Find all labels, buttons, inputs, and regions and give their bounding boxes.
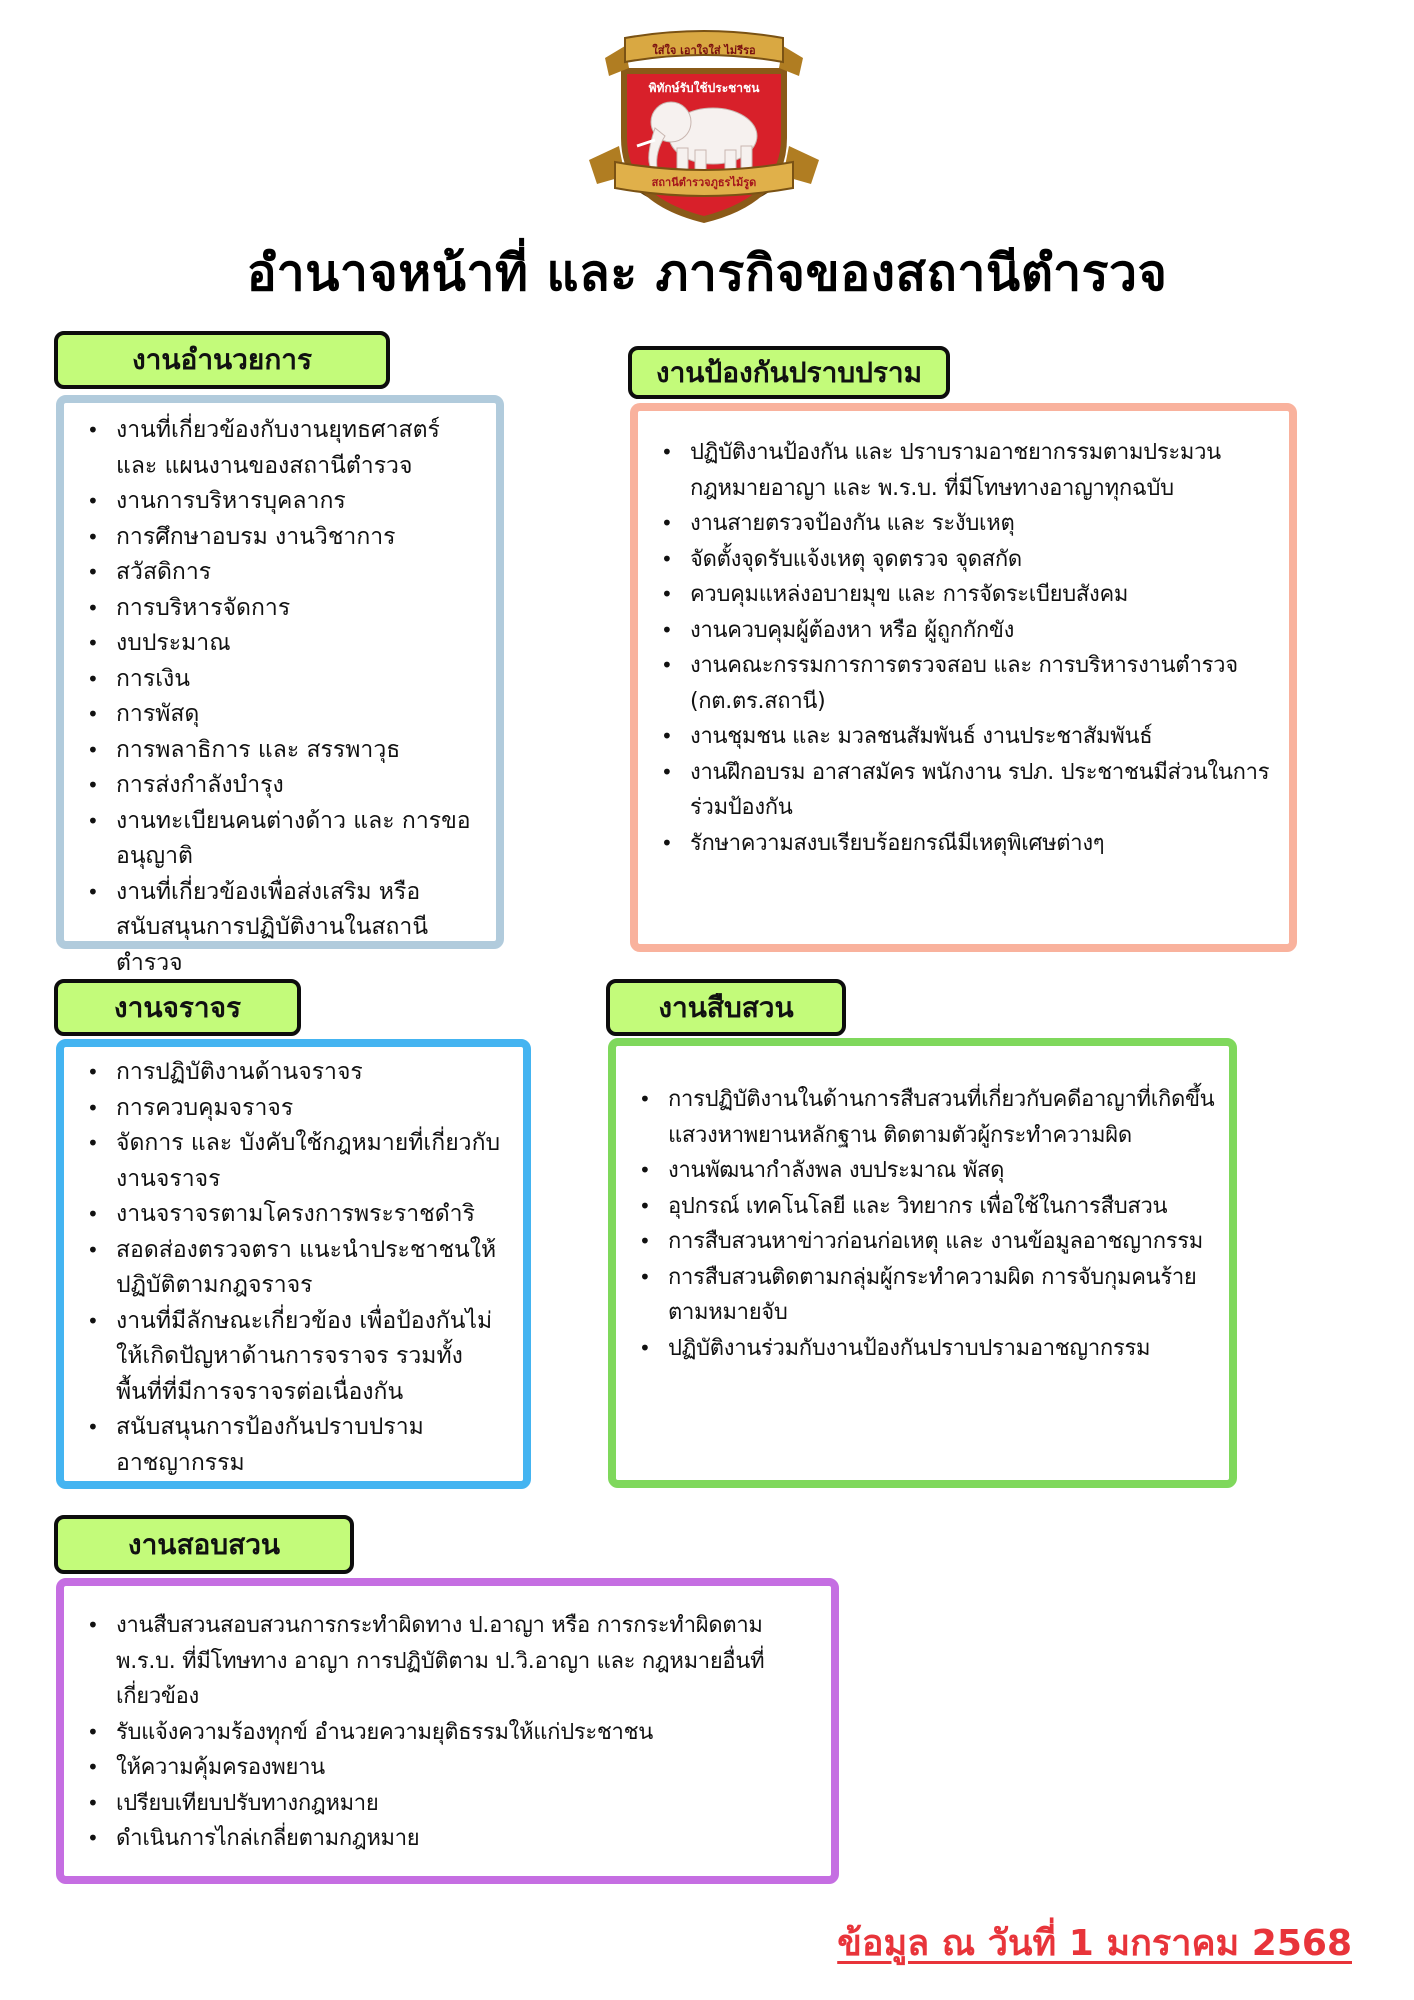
duty-text: การสืบสวนติดตามกลุ่มผู้กระทำความผิด การจับกุมคนร้ายตามหมายจับ — [668, 1264, 1197, 1325]
duty-list-item — [82, 1304, 515, 1411]
duty-list-item — [634, 1260, 1221, 1331]
duty-list-item — [656, 613, 1279, 649]
bullet-icon: • — [661, 617, 673, 642]
duty-list-item — [634, 1189, 1221, 1225]
bullet-icon: • — [87, 560, 99, 584]
duty-text: สวัสดิการ — [116, 559, 212, 585]
duty-text: งานฝึกอบรม อาสาสมัคร พนักงาน รปภ. ประชาชนมีส่วนในการร่วมป้องกัน — [690, 759, 1270, 820]
bullet-icon: • — [87, 1790, 99, 1815]
duty-text: การพลาธิการ และ สรรพาวุธ — [116, 736, 401, 763]
duty-text: งานควบคุมผู้ต้องหา หรือ ผู้ถูกกักขัง — [690, 617, 1015, 643]
duty-list-item — [82, 1197, 515, 1233]
duty-text: จัดการ และ บังคับใช้กฎหมายที่เกี่ยวกับงานจราจร — [116, 1130, 501, 1192]
bullet-icon: • — [87, 1131, 99, 1155]
duty-list-item — [82, 413, 486, 484]
duty-list-item — [656, 435, 1279, 506]
duty-list-item — [634, 1082, 1221, 1153]
bullet-icon: • — [661, 830, 673, 855]
duty-text: การปฏิบัติงานด้านจราจร — [116, 1059, 363, 1085]
duty-text: งานการบริหารบุคลากร — [116, 488, 346, 514]
section-box-investigation — [608, 1038, 1237, 1488]
duty-text: การพัสดุ — [116, 701, 200, 727]
duty-text: งานที่มีลักษณะเกี่ยวข้อง เพื่อป้องกันไม่ให้เกิดปัญหาด้านการจราจร รวมทั้ง พื้นที่ที่มีการจราจรต่อเนื่องกัน — [116, 1307, 493, 1405]
duty-text: การบริหารจัดการ — [116, 594, 291, 621]
duty-text: งานทะเบียนคนต่างด้าว และ การขออนุญาติ — [116, 807, 471, 869]
bullet-icon: • — [87, 1755, 99, 1779]
bullet-icon: • — [87, 1095, 99, 1120]
shield-motto: พิทักษ์รับใช้ประชาชน — [648, 81, 760, 95]
duty-list-item — [82, 768, 486, 804]
duty-text: รักษาความสงบเรียบร้อยกรณีมีเหตุพิเศษต่างๆ — [690, 830, 1105, 856]
bullet-icon: • — [87, 773, 99, 797]
bullet-icon: • — [87, 524, 99, 549]
duty-list-item — [82, 591, 486, 627]
duty-text: การควบคุมจราจร — [116, 1094, 294, 1121]
duty-list-item — [82, 1715, 823, 1751]
duty-text: ให้ความคุ้มครองพยาน — [116, 1755, 325, 1780]
duty-list-item — [82, 733, 486, 769]
duty-list — [82, 1608, 823, 1857]
duty-list — [82, 413, 486, 981]
duty-text: งานที่เกี่ยวข้องเพื่อส่งเสริม หรือ สนับสนุนการปฏิบัติงานในสถานีตำรวจ — [116, 878, 429, 976]
duty-list-item — [82, 875, 486, 982]
duty-list — [634, 1082, 1221, 1366]
duty-list-item — [634, 1331, 1221, 1367]
duty-text: งานที่เกี่ยวข้องกับงานยุทธศาสตร์ และ แผนงานของสถานีตำรวจ — [116, 417, 440, 479]
section-label-traffic: งานจราจร — [54, 979, 301, 1036]
duty-text: ควบคุมแหล่งอบายมุข และ การจัดระเบียบสังคม — [690, 582, 1129, 607]
duty-list-item — [634, 1224, 1221, 1260]
duty-text: งานสายตรวจป้องกัน และ ระงับเหตุ — [690, 511, 1015, 536]
duty-text: การเงิน — [116, 665, 191, 692]
section-box-inquiry — [56, 1578, 839, 1884]
bullet-icon: • — [639, 1158, 651, 1182]
duty-text: การส่งกำลังบำรุง — [116, 772, 284, 798]
section-label-investigation: งานสืบสวน — [606, 979, 846, 1036]
page-title: อำนาจหน้าที่ และ ภารกิจของสถานีตำรวจ — [246, 244, 1168, 302]
bullet-icon: • — [639, 1264, 651, 1289]
bullet-icon: • — [87, 1826, 99, 1850]
bullet-icon: • — [87, 737, 99, 762]
duty-list-item — [656, 577, 1279, 613]
duty-list — [82, 1055, 515, 1481]
bullet-icon: • — [87, 702, 99, 726]
svg-text:ใส่ใจ เอาใจใส่ ไม่รีรอ: ใส่ใจ เอาใจใส่ ไม่รีรอ — [652, 44, 756, 57]
duty-list-item — [82, 1055, 515, 1091]
duty-list-item — [82, 1786, 823, 1822]
duty-list-item — [82, 697, 486, 733]
duty-list-item — [656, 648, 1279, 719]
bullet-icon: • — [87, 418, 99, 442]
bullet-icon: • — [639, 1335, 651, 1360]
bullet-icon: • — [87, 808, 99, 833]
duty-list-item — [82, 555, 486, 591]
bullet-icon: • — [87, 1308, 99, 1333]
duty-text: ปฏิบัติงานป้องกัน และ ปราบรามอาชยากรรมตามประมวน กฎหมายอาญา และ พ.ร.บ. ที่มีโทษทางอาญาทุกฉบับ — [690, 440, 1221, 501]
duty-list-item — [82, 1410, 515, 1481]
bullet-icon: • — [87, 1202, 99, 1226]
duty-list-item — [656, 755, 1279, 826]
bullet-icon: • — [87, 489, 99, 513]
duty-list-item — [82, 520, 486, 556]
duty-text: การศึกษาอบรม งานวิชาการ — [116, 523, 396, 550]
bullet-icon: • — [87, 1613, 99, 1637]
duty-list-item — [82, 1091, 515, 1127]
bullet-icon: • — [639, 1193, 651, 1218]
bullet-icon: • — [661, 759, 673, 784]
duty-list-item — [656, 506, 1279, 542]
bullet-icon: • — [87, 595, 99, 620]
bullet-icon: • — [87, 631, 99, 655]
duty-text: งานจราจรตามโครงการพระราชดำริ — [116, 1201, 475, 1227]
bullet-icon: • — [639, 1087, 651, 1111]
bullet-icon: • — [87, 1415, 99, 1439]
duty-list-item — [656, 542, 1279, 578]
duty-text: งานพัฒนากำลังพล งบประมาณ พัสดุ — [668, 1158, 1005, 1183]
duty-list-item — [82, 1821, 823, 1857]
section-label-crime-prevention: งานป้องกันปราบปราม — [628, 346, 950, 399]
section-label-administration: งานอำนวยการ — [54, 331, 390, 389]
duty-text: จัดตั้งจุดรับแจ้งเหตุ จุดตรวจ จุดสกัด — [690, 546, 1022, 572]
section-label-inquiry: งานสอบสวน — [54, 1515, 354, 1574]
bullet-icon: • — [639, 1229, 651, 1253]
duty-text: สนับสนุนการป้องกันปราบปราม อาชญากรรม — [116, 1414, 424, 1476]
duty-list-item — [656, 719, 1279, 755]
duty-text: ปฏิบัติงานร่วมกับงานป้องกันปราบปรามอาชญากรรม — [668, 1335, 1151, 1361]
duty-text: อุปกรณ์ เทคโนโลยี และ วิทยากร เพื่อใช้ในการสืบสวน — [668, 1193, 1168, 1219]
duty-list — [656, 435, 1279, 861]
bullet-icon: • — [661, 440, 673, 464]
bullet-icon: • — [661, 582, 673, 606]
duty-list-item — [82, 1750, 823, 1786]
duty-text: เปรียบเทียบปรับทางกฎหมาย — [116, 1790, 379, 1816]
duty-list-item — [82, 1126, 515, 1197]
duty-list-item — [82, 484, 486, 520]
duty-text: งานชุมชน และ มวลชนสัมพันธ์ งานประชาสัมพันธ์ — [690, 724, 1153, 749]
duty-list-item — [82, 1608, 823, 1715]
bullet-icon: • — [87, 666, 99, 691]
duty-text: รับแจ้งความร้องทุกข์ อำนวยความยุติธรรมให้แก่ประชาชน — [116, 1719, 653, 1745]
bullet-icon: • — [87, 879, 99, 904]
duty-text: สอดส่องตรวจตรา แนะนำประชาชนให้ปฏิบัติตามกฎจราจร — [116, 1236, 497, 1298]
section-box-administration — [56, 395, 504, 976]
duty-list-item — [82, 1233, 515, 1304]
duty-list-item — [82, 804, 486, 875]
data-as-of-date: ข้อมูล ณ วันที่ 1 มกราคม 2568 — [837, 1923, 1352, 1964]
section-box-crime-prevention — [630, 403, 1297, 952]
duty-text: งบประมาณ — [116, 630, 231, 656]
bullet-icon: • — [87, 1237, 99, 1262]
duty-list-item — [656, 826, 1279, 862]
duty-list-item — [82, 662, 486, 698]
duty-text: ดำเนินการไกล่เกลี่ยตามกฎหมาย — [116, 1826, 420, 1851]
duty-text: การสืบสวนหาข่าวก่อนก่อเหตุ และ งานข้อมูลอาชญากรรม — [668, 1229, 1204, 1254]
police-station-emblem — [585, 28, 823, 233]
bullet-icon: • — [87, 1060, 99, 1084]
bullet-icon: • — [661, 724, 673, 748]
duty-list-item — [634, 1153, 1221, 1189]
duty-list-item — [82, 626, 486, 662]
bullet-icon: • — [661, 546, 673, 571]
duty-text: งานคณะกรรมการการตรวจสอบ และ การบริหารงานตำรวจ (กต.ตร.สถานี) — [690, 653, 1238, 714]
duty-text: งานสืบสวนสอบสวนการกระทำผิดทาง ป.อาญา หรือ การกระทำผิดตาม พ.ร.บ. ที่มีโทษทาง อาญา การปฏิบัติตาม ป.วิ.อาญา และ กฎหมายอื่นที่เกี่ยวข้อง — [116, 1613, 765, 1709]
bullet-icon: • — [661, 653, 673, 677]
bullet-icon: • — [87, 1719, 99, 1744]
section-box-traffic — [56, 1039, 531, 1489]
duty-text: การปฏิบัติงานในด้านการสืบสวนที่เกี่ยวกับคดีอาญาที่เกิดขึ้น แสวงหาพยานหลักฐาน ติดตามตัวผู้กระทำความผิด — [668, 1087, 1215, 1148]
svg-text:สถานีตำรวจภูธรไม้รูด: สถานีตำรวจภูธรไม้รูด — [651, 176, 757, 189]
bullet-icon: • — [661, 511, 673, 535]
